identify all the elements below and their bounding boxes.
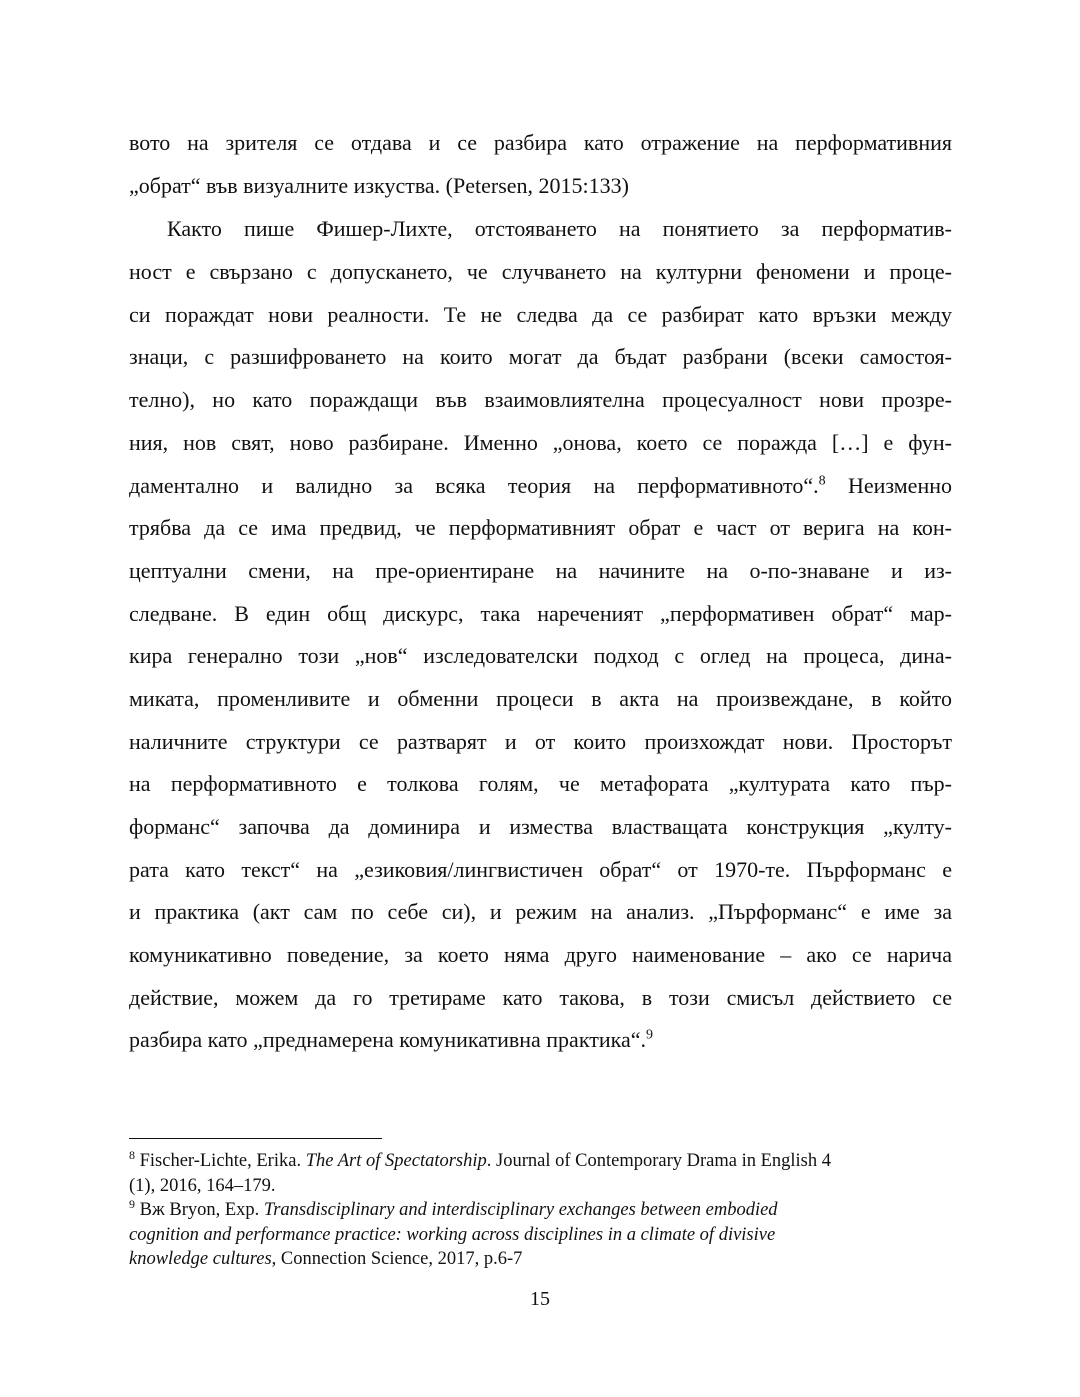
page-number: 15: [530, 1288, 550, 1310]
body-text: [129, 122, 952, 1062]
footnote-ref-9[interactable]: 9: [646, 1028, 653, 1044]
footnote-8-continued: (1), 2016, 164–179.: [129, 1175, 276, 1196]
footnote-9-continued: [129, 1223, 952, 1248]
text-line: действие, можем да го третираме като такова, в този смисъл действието се: [129, 984, 952, 1010]
footnote-title: knowledge cultures: [129, 1249, 272, 1269]
text-line: знаци, с разшифроването на които могат да бъдат разбрани (всеки самостоя-: [129, 344, 952, 370]
footnote-9-continued: [129, 1247, 952, 1272]
text-line-last: [129, 1019, 952, 1062]
text-line: вото на зрителя се отдава и се разбира като отражение на перформативния: [129, 130, 952, 155]
text-line: комуникативно поведение, за което няма друго наименование – ако се нарича: [129, 942, 952, 968]
footnote-title: cognition and performance practice: working across disciplines in a climate of divisive: [129, 1224, 776, 1245]
footnote-8: [129, 1149, 952, 1174]
text-line: кира генерално този „нов“ изследователски подход с оглед на процеса, дина-: [129, 643, 952, 669]
text-line: цептуални смени, на пре-ориентиране на начините на о-по-знаване и из-: [129, 557, 952, 583]
text-segment: даментално и валидно за всяка теория на перформативното“.: [129, 472, 819, 498]
footnotes: [129, 1149, 952, 1272]
text-line: рата като текст“ на „езиковия/лингвистичен обрат“ от 1970-те. Пърформанс е: [129, 856, 952, 882]
footnote-9: [129, 1198, 952, 1223]
footnote-author: Fischer-Lichte, Erika.: [135, 1151, 306, 1171]
text-line: ност е свързано с допускането, че случването на културни феномени и проце-: [129, 259, 952, 285]
paragraph-start-line: Както пише Фишер-Лихте, отстояването на понятието за перформатив-: [167, 216, 952, 242]
text-line: наличните структури се разтварят и от които произхождат нови. Просторът: [129, 728, 952, 754]
text-segment: Неизменно: [825, 472, 952, 498]
text-line: на перформативното е толкова голям, че метафората „културата като пър-: [129, 771, 952, 797]
footnote-number: 9: [129, 1196, 135, 1211]
text-line: трябва да се има предвид, че перформативният обрат е част от верига на кон-: [129, 515, 952, 541]
text-line: следване. В един общ дискурс, така нареченият „перформативен обрат“ мар-: [129, 600, 952, 626]
footnote-title: The Art of Spectatorship: [305, 1151, 487, 1171]
text-line: форманс“ започва да доминира и измества властващата конструкция „култу-: [129, 814, 952, 839]
text-line: миката, променливите и обменни процеси в акта на произвеждане, в който: [129, 685, 952, 711]
text-line: ния, нов свят, ново разбиране. Именно „онова, което се поражда […] е фун-: [129, 429, 952, 455]
text-segment: разбира като „преднамерена комуникативна практика“.: [129, 1027, 646, 1053]
text-line: си пораждат нови реалности. Те не следва да се разбират като връзки между: [129, 301, 952, 327]
footnote-separator: [129, 1138, 382, 1139]
footnote-number: 8: [129, 1147, 135, 1162]
text-line: „обрат“ във визуалните изкуства. (Petersen, 2015:133): [129, 172, 629, 198]
text-line: и практика (акт сам по себе си), и режим на анализ. „Пърформанс“ е име за: [129, 899, 952, 925]
text-line-with-footnote-ref: [129, 465, 952, 508]
footnote-ref-8[interactable]: 8: [818, 473, 826, 489]
footnote-source: , Connection Science, 2017, p.6-7: [271, 1249, 523, 1269]
footnote-source: . Journal of Contemporary Drama in English 4: [486, 1151, 832, 1171]
footnote-title: Transdisciplinary and interdisciplinary exchanges between embodied: [263, 1200, 778, 1220]
text-line: телно), но като пораждащи във взаимовлиятелна процесуалност нови прозре-: [129, 387, 952, 413]
footnote-author: Вж Bryon, Exp.: [135, 1200, 264, 1220]
